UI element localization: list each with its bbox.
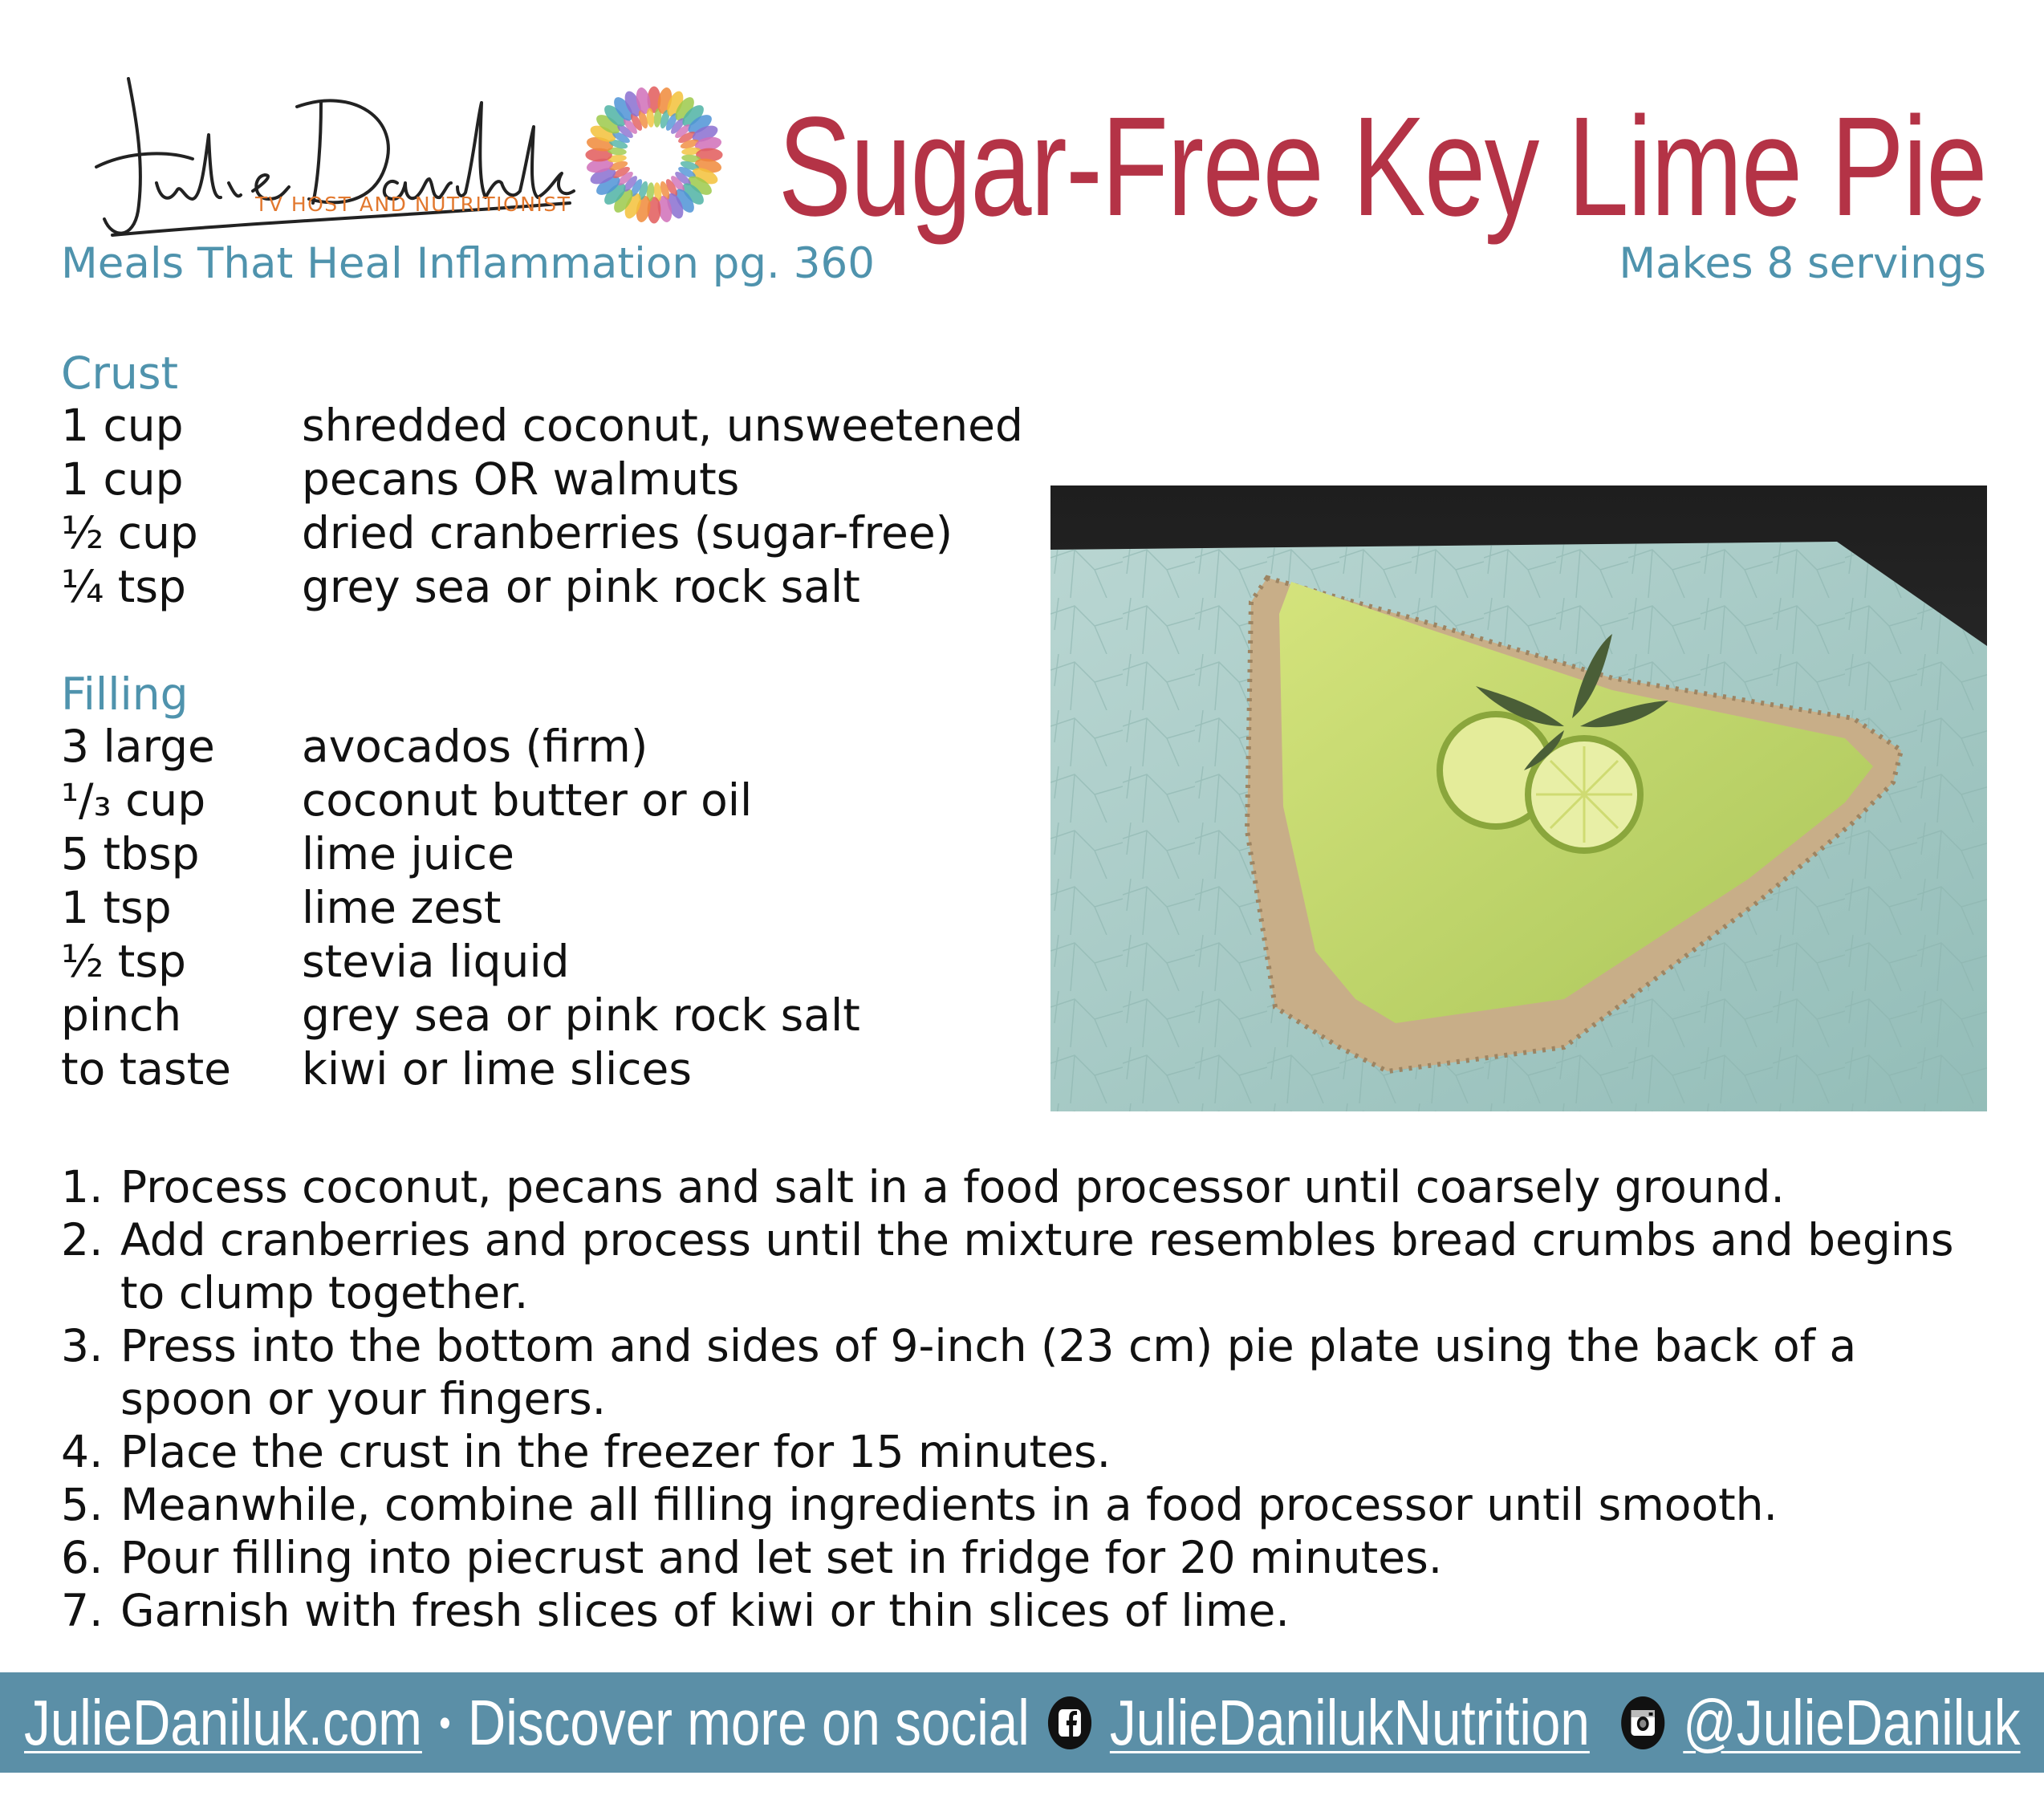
ingredient-row [61,560,1023,614]
step-item [61,1425,2003,1478]
step-text: Place the crust in the freezer for 15 minutes. [120,1426,1111,1477]
ingredient-item: kiwi or lime slices [302,1043,693,1095]
step-item [61,1478,2003,1531]
ingredient-qty: 5 tbsp [61,828,200,880]
step-text: Process coconut, pecans and salt in a food processor until coarsely ground. [120,1161,1785,1213]
step-item [61,1531,2003,1584]
pie-photo [1050,485,1987,1111]
ingredient-row [61,506,1023,560]
instagram-link[interactable]: @JulieDaniluk [1682,1686,2021,1758]
ingredient-item: grey sea or pink rock salt [302,989,860,1041]
ingredient-item: grey sea or pink rock salt [302,561,860,612]
ingredient-row [61,720,860,774]
filling-section [61,668,860,1096]
footer-content [24,1686,2021,1760]
step-number: 5. [61,1479,104,1530]
ingredient-item: lime juice [302,828,514,880]
step-text: Garnish with fresh slices of kiwi or thin slices of lime. [120,1585,1290,1636]
social-text: Discover more on social [467,1686,1030,1758]
cookbook-reference: Meals That Heal Inflammation pg. 360 [61,239,875,288]
flower-logo-icon [579,80,729,230]
step-text: Press into the bottom and sides of 9-inch (23 cm) pie plate using the back of a spoon or your fingers. [120,1320,1857,1424]
ingredient-row [61,774,860,827]
logo-subtitle: TV HOST AND NUTRITIONIST [255,193,571,216]
step-item [61,1319,2003,1425]
ingredient-item: shredded coconut, unsweetened [302,400,1023,451]
crust-section [61,347,1023,614]
instructions-list [61,1160,2003,1637]
ingredient-row [61,1042,860,1096]
ingredient-qty: ¹/₃ cup [61,774,206,826]
step-text: Add cranberries and process until the mixture resembles bread crumbs and begins to clump together. [120,1214,1954,1318]
ingredient-row [61,399,1023,453]
ingredient-qty: 1 cup [61,400,184,451]
facebook-link[interactable]: JulieDanilukNutrition [1109,1686,1590,1758]
ingredient-qty: 1 tsp [61,882,172,933]
step-number: 3. [61,1320,104,1371]
ingredient-item: dried cranberries (sugar-free) [302,507,953,559]
ingredient-qty: ½ tsp [61,936,186,987]
ingredient-qty: pinch [61,989,182,1041]
step-item [61,1160,2003,1213]
ingredient-qty: to taste [61,1043,232,1095]
ingredient-row [61,827,860,881]
ingredient-item: stevia liquid [302,936,570,987]
step-number: 4. [61,1426,104,1477]
ingredient-row [61,989,860,1042]
facebook-icon[interactable] [1046,1695,1092,1751]
step-item [61,1213,2003,1319]
step-text: Pour filling into piecrust and let set in fridge for 20 minutes. [120,1532,1443,1583]
step-text: Meanwhile, combine all filling ingredients in a food processor until smooth. [120,1479,1778,1530]
footer-bar [0,1672,2044,1773]
instagram-icon[interactable] [1619,1695,1665,1751]
ingredient-item: lime zest [302,882,502,933]
ingredient-qty: 1 cup [61,453,184,505]
ingredient-item: pecans OR walmuts [302,453,740,505]
ingredient-row [61,935,860,989]
website-link[interactable]: JulieDaniluk.com [23,1686,422,1758]
step-number: 7. [61,1585,104,1636]
ingredient-item: avocados (firm) [302,721,648,772]
signature-logo [80,71,578,247]
step-item [61,1584,2003,1637]
ingredient-row [61,453,1023,506]
filling-heading: Filling [61,668,189,720]
crust-heading: Crust [61,347,179,399]
footer-separator: • [438,1700,451,1745]
servings-text: Makes 8 servings [1619,239,1986,288]
ingredient-qty: ¼ tsp [61,561,186,612]
step-number: 2. [61,1214,104,1266]
ingredient-item: coconut butter or oil [302,774,753,826]
step-number: 1. [61,1161,104,1213]
ingredient-qty: 3 large [61,721,215,772]
recipe-title: Sugar-Free Key Lime Pie [778,88,1986,246]
ingredient-row [61,881,860,935]
ingredient-qty: ½ cup [61,507,198,559]
step-number: 6. [61,1532,104,1583]
